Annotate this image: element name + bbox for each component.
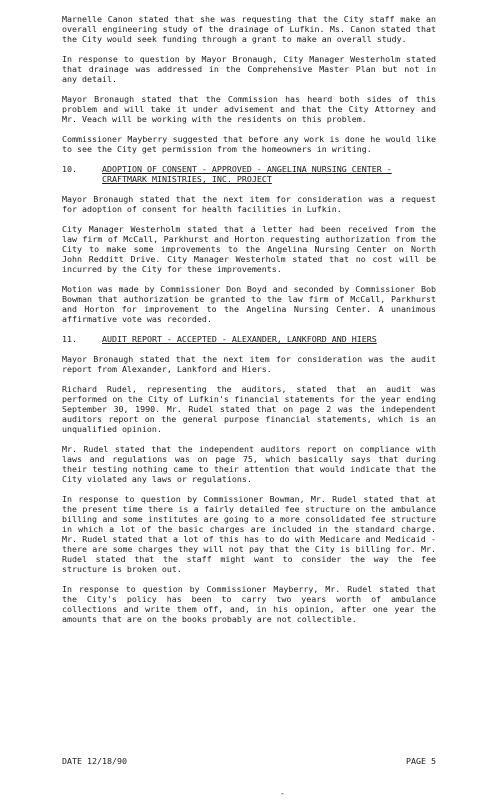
paragraph: Commissioner Mayberry suggested that before any work is done he would like to see the City get permission from the homeowners in writing. bbox=[62, 134, 436, 154]
minutes-page bbox=[62, 14, 436, 634]
section-heading-10 bbox=[62, 164, 436, 184]
paragraph: Mayor Bronaugh stated that the Commission has heard both sides of this problem and will take it under advisement and that the City Attorney and Mr. Veach will be working with the residents on this problem. bbox=[62, 94, 436, 124]
section-number: 10. bbox=[62, 164, 77, 174]
footer-page-number: PAGE 5 bbox=[406, 756, 436, 766]
paragraph: In response to question by Mayor Bronaugh, City Manager Westerholm stated that drainage was addressed in the Comprehensive Master Plan but not in any detail. bbox=[62, 54, 436, 84]
paragraph: Motion was made by Commissioner Don Boyd and seconded by Commissioner Bob Bowman that authorization be granted to the law firm of McCall, Parkhurst and Horton for improvement to the Angelina Nursing Center. A unanimous affirmative vote was recorded. bbox=[62, 284, 436, 324]
section-title: AUDIT REPORT - ACCEPTED - ALEXANDER, LANKFORD AND HIERS bbox=[102, 334, 377, 344]
paragraph: In response to question by Commissioner Bowman, Mr. Rudel stated that at the present time there is a fairly detailed fee structure on the ambulance billing and some institutes are going to a more consolidated fee structure in which a lot of the basic charges are included in the standard charge. Mr. Rudel stated that a lot of this has to do with Medicare and Medicaid - there are some charges they will not pay that the City is billing for. Mr. Rudel stated that the staff might want to consider the way the fee structure is broken out. bbox=[62, 494, 436, 574]
footer-date: DATE 12/18/90 bbox=[62, 756, 127, 766]
paragraph: City Manager Westerholm stated that a letter had been received from the law firm of McCall, Parkhurst and Horton requesting authorization from the City to make some improvements to the Angelina Nursing Center on North John Redditt Drive. City Manager Westerholm stated that no cost will be incurred by the City for these improvements. bbox=[62, 224, 436, 274]
paragraph: Marnelle Canon stated that she was requesting that the City staff make an overall engineering study of the drainage of Lufkin. Ms. Canon stated that the City would seek funding through a grant to make an overall study. bbox=[62, 14, 436, 44]
section-heading-11 bbox=[62, 334, 436, 344]
section-title: ADOPTION OF CONSENT - APPROVED - ANGELINA NURSING CENTER - bbox=[102, 164, 392, 174]
scan-mark: - bbox=[280, 788, 285, 798]
paragraph: In response to question by Commissioner Mayberry, Mr. Rudel stated that the City's policy has been to carry two years worth of ambulance collections and write them off, and, in his opinion, after one year the amounts that are on the books probably are not collectible. bbox=[62, 584, 436, 624]
section-number: 11. bbox=[62, 334, 77, 344]
page-footer bbox=[62, 756, 436, 766]
paragraph: Richard Rudel, representing the auditors, stated that an audit was performed on the City of Lufkin's financial statements for the year ending September 30, 1990. Mr. Rudel stated that on page 2 was the independent auditors report on the general purpose financial statements, which is an unqualified opinion. bbox=[62, 384, 436, 434]
paragraph: Mayor Bronaugh stated that the next item for consideration was the audit report from Alexander, Lankford and Hiers. bbox=[62, 354, 436, 374]
section-title-continued: CRAFTMARK MINISTRIES, INC. PROJECT bbox=[102, 174, 272, 184]
paragraph: Mr. Rudel stated that the independent auditors report on compliance with laws and regulations was on page 75, which basically says that during their testing nothing came to their attention that would indicate that the City violated any laws or regulations. bbox=[62, 444, 436, 484]
paragraph: Mayor Bronaugh stated that the next item for consideration was a request for adoption of consent for health facilities in Lufkin. bbox=[62, 194, 436, 214]
